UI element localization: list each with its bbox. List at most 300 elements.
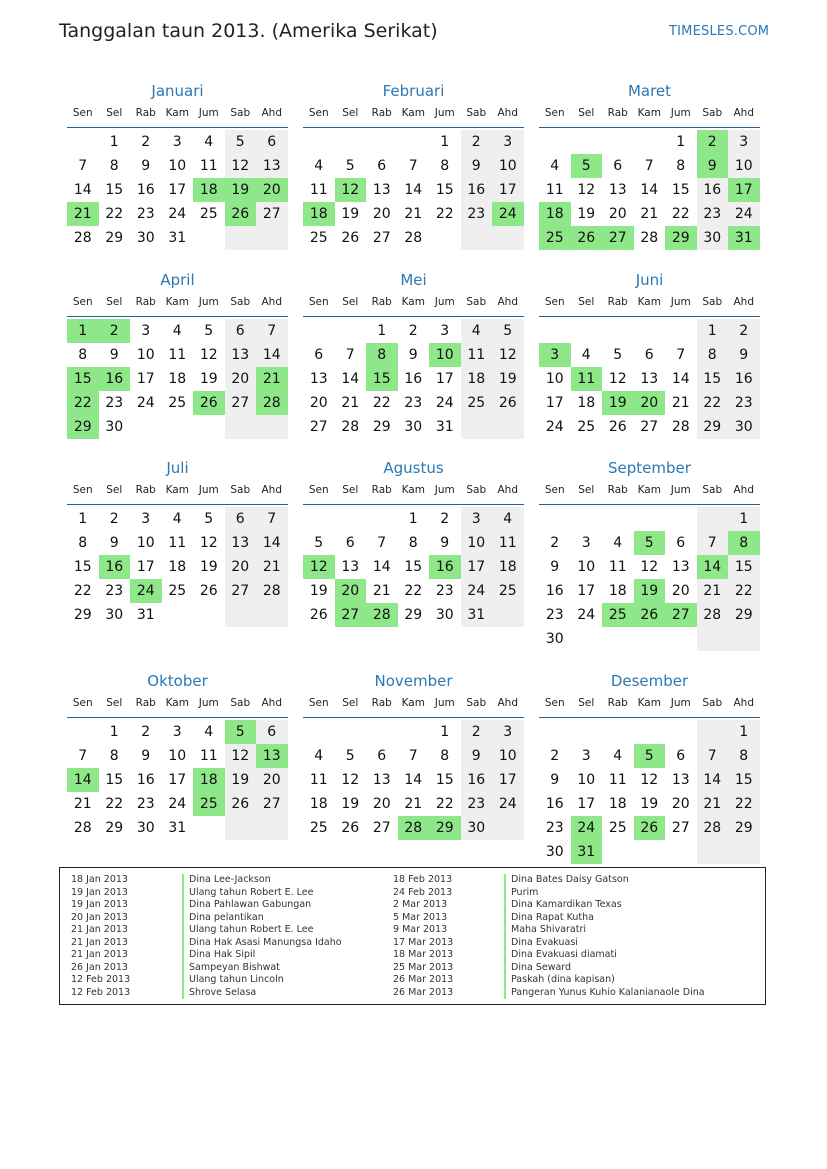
holiday-day-cell[interactable]: 18	[303, 202, 335, 226]
day-cell[interactable]: 16	[461, 768, 493, 792]
day-cell[interactable]: 19	[309, 583, 328, 599]
day-cell[interactable]: 12	[577, 182, 596, 198]
holiday-day-cell[interactable]: 25	[602, 603, 634, 627]
day-cell[interactable]: 17	[492, 178, 524, 202]
day-cell[interactable]: 19	[492, 367, 524, 391]
holiday-day-cell[interactable]: 29	[665, 226, 697, 250]
day-cell[interactable]: 24	[577, 607, 596, 623]
day-cell[interactable]: 4	[204, 724, 214, 740]
day-cell[interactable]: 30	[404, 419, 423, 435]
day-cell[interactable]: 30	[728, 415, 760, 439]
holiday-day-cell[interactable]: 28	[256, 391, 288, 415]
holiday-day-cell[interactable]: 29	[67, 415, 99, 439]
holiday-day-cell[interactable]: 27	[335, 603, 367, 627]
day-cell[interactable]: 30	[697, 226, 729, 250]
day-cell[interactable]: 1	[109, 724, 119, 740]
day-cell[interactable]: 22	[73, 583, 92, 599]
day-cell[interactable]: 2	[109, 511, 119, 527]
day-cell[interactable]: 6	[644, 347, 654, 363]
day-cell[interactable]: 7	[345, 347, 355, 363]
holiday-day-cell[interactable]: 8	[366, 343, 398, 367]
day-cell[interactable]: 13	[372, 182, 391, 198]
day-cell[interactable]: 25	[199, 206, 218, 222]
holiday-day-cell[interactable]: 12	[335, 178, 367, 202]
day-cell[interactable]: 1	[697, 319, 729, 343]
day-cell[interactable]: 6	[256, 130, 288, 154]
holiday-day-cell[interactable]: 31	[571, 840, 603, 864]
day-cell[interactable]: 9	[550, 772, 560, 788]
day-cell[interactable]: 20	[309, 395, 328, 411]
day-cell[interactable]: 8	[440, 158, 450, 174]
day-cell[interactable]: 30	[545, 631, 564, 647]
day-cell[interactable]: 17	[545, 395, 564, 411]
day-cell[interactable]: 19	[341, 206, 360, 222]
holiday-day-cell[interactable]: 21	[256, 367, 288, 391]
holiday-day-cell[interactable]: 3	[539, 343, 571, 367]
day-cell[interactable]: 23	[461, 202, 493, 226]
day-cell[interactable]: 17	[136, 371, 155, 387]
day-cell[interactable]: 31	[461, 603, 493, 627]
day-cell[interactable]: 29	[105, 820, 124, 836]
holiday-day-cell[interactable]: 13	[256, 744, 288, 768]
holiday-day-cell[interactable]: 8	[728, 531, 760, 555]
day-cell[interactable]: 14	[671, 371, 690, 387]
day-cell[interactable]: 12	[199, 347, 218, 363]
day-cell[interactable]: 9	[440, 535, 450, 551]
day-cell[interactable]: 15	[697, 367, 729, 391]
holiday-day-cell[interactable]: 16	[99, 555, 131, 579]
day-cell[interactable]: 22	[697, 391, 729, 415]
holiday-day-cell[interactable]: 20	[335, 579, 367, 603]
holiday-day-cell[interactable]: 15	[67, 367, 99, 391]
day-cell[interactable]: 1	[728, 720, 760, 744]
day-cell[interactable]: 22	[372, 395, 391, 411]
holiday-day-cell[interactable]: 14	[67, 768, 99, 792]
day-cell[interactable]: 20	[225, 555, 257, 579]
day-cell[interactable]: 22	[105, 206, 124, 222]
day-cell[interactable]: 30	[461, 816, 493, 840]
day-cell[interactable]: 15	[728, 768, 760, 792]
day-cell[interactable]: 25	[309, 820, 328, 836]
day-cell[interactable]: 2	[550, 535, 560, 551]
day-cell[interactable]: 3	[461, 507, 493, 531]
day-cell[interactable]: 23	[728, 391, 760, 415]
day-cell[interactable]: 4	[204, 134, 214, 150]
day-cell[interactable]: 18	[168, 371, 187, 387]
day-cell[interactable]: 13	[341, 559, 360, 575]
holiday-day-cell[interactable]: 5	[634, 531, 666, 555]
day-cell[interactable]: 2	[141, 134, 151, 150]
day-cell[interactable]: 10	[492, 744, 524, 768]
day-cell[interactable]: 4	[492, 507, 524, 531]
day-cell[interactable]: 12	[640, 559, 659, 575]
day-cell[interactable]: 2	[728, 319, 760, 343]
day-cell[interactable]: 16	[545, 796, 564, 812]
holiday-day-cell[interactable]: 27	[665, 603, 697, 627]
holiday-day-cell[interactable]: 10	[429, 343, 461, 367]
day-cell[interactable]: 6	[225, 507, 257, 531]
holiday-day-cell[interactable]: 26	[571, 226, 603, 250]
day-cell[interactable]: 24	[728, 202, 760, 226]
day-cell[interactable]: 27	[225, 579, 257, 603]
day-cell[interactable]: 30	[545, 844, 564, 860]
day-cell[interactable]: 23	[545, 607, 564, 623]
holiday-day-cell[interactable]: 18	[193, 178, 225, 202]
day-cell[interactable]: 31	[168, 230, 187, 246]
day-cell[interactable]: 1	[408, 511, 418, 527]
day-cell[interactable]: 30	[105, 419, 124, 435]
day-cell[interactable]: 14	[404, 182, 423, 198]
day-cell[interactable]: 27	[640, 419, 659, 435]
holiday-day-cell[interactable]: 27	[602, 226, 634, 250]
day-cell[interactable]: 29	[728, 816, 760, 840]
day-cell[interactable]: 17	[168, 182, 187, 198]
day-cell[interactable]: 12	[199, 535, 218, 551]
day-cell[interactable]: 10	[136, 347, 155, 363]
day-cell[interactable]: 5	[613, 347, 623, 363]
holiday-day-cell[interactable]: 5	[634, 744, 666, 768]
day-cell[interactable]: 21	[256, 555, 288, 579]
day-cell[interactable]: 26	[341, 230, 360, 246]
holiday-day-cell[interactable]: 17	[728, 178, 760, 202]
day-cell[interactable]: 25	[461, 391, 493, 415]
day-cell[interactable]: 2	[461, 130, 493, 154]
day-cell[interactable]: 11	[545, 182, 564, 198]
day-cell[interactable]: 7	[408, 748, 418, 764]
day-cell[interactable]: 8	[109, 748, 119, 764]
day-cell[interactable]: 14	[256, 343, 288, 367]
holiday-day-cell[interactable]: 5	[571, 154, 603, 178]
day-cell[interactable]: 16	[697, 178, 729, 202]
day-cell[interactable]: 15	[435, 772, 454, 788]
day-cell[interactable]: 30	[136, 230, 155, 246]
day-cell[interactable]: 22	[671, 206, 690, 222]
day-cell[interactable]: 18	[608, 796, 627, 812]
day-cell[interactable]: 17	[577, 583, 596, 599]
day-cell[interactable]: 1	[728, 507, 760, 531]
day-cell[interactable]: 11	[309, 772, 328, 788]
day-cell[interactable]: 2	[461, 720, 493, 744]
day-cell[interactable]: 11	[199, 158, 218, 174]
day-cell[interactable]: 28	[404, 230, 423, 246]
day-cell[interactable]: 16	[136, 182, 155, 198]
day-cell[interactable]: 13	[671, 772, 690, 788]
day-cell[interactable]: 21	[640, 206, 659, 222]
day-cell[interactable]: 8	[728, 744, 760, 768]
day-cell[interactable]: 25	[168, 583, 187, 599]
day-cell[interactable]: 8	[440, 748, 450, 764]
day-cell[interactable]: 13	[225, 531, 257, 555]
holiday-day-cell[interactable]: 26	[634, 816, 666, 840]
day-cell[interactable]: 5	[314, 535, 324, 551]
day-cell[interactable]: 6	[256, 720, 288, 744]
day-cell[interactable]: 2	[440, 511, 450, 527]
day-cell[interactable]: 10	[136, 535, 155, 551]
day-cell[interactable]: 23	[136, 206, 155, 222]
day-cell[interactable]: 8	[408, 535, 418, 551]
day-cell[interactable]: 10	[461, 531, 493, 555]
day-cell[interactable]: 24	[168, 206, 187, 222]
holiday-day-cell[interactable]: 18	[539, 202, 571, 226]
holiday-day-cell[interactable]: 22	[67, 391, 99, 415]
day-cell[interactable]: 1	[109, 134, 119, 150]
holiday-day-cell[interactable]: 25	[539, 226, 571, 250]
holiday-day-cell[interactable]: 16	[99, 367, 131, 391]
holiday-day-cell[interactable]: 31	[728, 226, 760, 250]
day-cell[interactable]: 16	[461, 178, 493, 202]
day-cell[interactable]: 10	[577, 772, 596, 788]
day-cell[interactable]: 7	[697, 744, 729, 768]
day-cell[interactable]: 23	[136, 796, 155, 812]
day-cell[interactable]: 18	[577, 395, 596, 411]
day-cell[interactable]: 2	[408, 323, 418, 339]
day-cell[interactable]: 25	[608, 820, 627, 836]
day-cell[interactable]: 7	[377, 535, 387, 551]
holiday-day-cell[interactable]: 29	[429, 816, 461, 840]
day-cell[interactable]: 17	[168, 772, 187, 788]
day-cell[interactable]: 1	[440, 134, 450, 150]
day-cell[interactable]: 20	[225, 367, 257, 391]
day-cell[interactable]: 21	[671, 395, 690, 411]
day-cell[interactable]: 6	[377, 748, 387, 764]
day-cell[interactable]: 31	[435, 419, 454, 435]
day-cell[interactable]: 22	[105, 796, 124, 812]
day-cell[interactable]: 13	[256, 154, 288, 178]
day-cell[interactable]: 11	[608, 772, 627, 788]
day-cell[interactable]: 24	[492, 792, 524, 816]
day-cell[interactable]: 17	[492, 768, 524, 792]
day-cell[interactable]: 3	[440, 323, 450, 339]
day-cell[interactable]: 3	[172, 134, 182, 150]
day-cell[interactable]: 28	[640, 230, 659, 246]
day-cell[interactable]: 25	[577, 419, 596, 435]
day-cell[interactable]: 12	[492, 343, 524, 367]
day-cell[interactable]: 14	[256, 531, 288, 555]
day-cell[interactable]: 18	[168, 559, 187, 575]
day-cell[interactable]: 19	[225, 768, 257, 792]
holiday-day-cell[interactable]: 9	[697, 154, 729, 178]
day-cell[interactable]: 9	[109, 347, 119, 363]
day-cell[interactable]: 2	[141, 724, 151, 740]
holiday-day-cell[interactable]: 28	[366, 603, 398, 627]
holiday-day-cell[interactable]: 19	[225, 178, 257, 202]
day-cell[interactable]: 9	[461, 744, 493, 768]
day-cell[interactable]: 3	[492, 720, 524, 744]
day-cell[interactable]: 7	[408, 158, 418, 174]
day-cell[interactable]: 24	[461, 579, 493, 603]
day-cell[interactable]: 11	[309, 182, 328, 198]
day-cell[interactable]: 28	[256, 579, 288, 603]
day-cell[interactable]: 26	[608, 419, 627, 435]
day-cell[interactable]: 19	[640, 796, 659, 812]
holiday-day-cell[interactable]: 12	[303, 555, 335, 579]
day-cell[interactable]: 21	[341, 395, 360, 411]
holiday-day-cell[interactable]: 15	[366, 367, 398, 391]
holiday-day-cell[interactable]: 20	[256, 178, 288, 202]
day-cell[interactable]: 27	[225, 391, 257, 415]
holiday-day-cell[interactable]: 11	[571, 367, 603, 391]
day-cell[interactable]: 4	[314, 748, 324, 764]
day-cell[interactable]: 23	[404, 395, 423, 411]
day-cell[interactable]: 9	[408, 347, 418, 363]
day-cell[interactable]: 18	[461, 367, 493, 391]
day-cell[interactable]: 8	[78, 347, 88, 363]
day-cell[interactable]: 9	[728, 343, 760, 367]
day-cell[interactable]: 25	[492, 579, 524, 603]
day-cell[interactable]: 19	[199, 371, 218, 387]
day-cell[interactable]: 23	[105, 395, 124, 411]
day-cell[interactable]: 27	[372, 820, 391, 836]
day-cell[interactable]: 2	[550, 748, 560, 764]
holiday-day-cell[interactable]: 5	[225, 720, 257, 744]
day-cell[interactable]: 9	[461, 154, 493, 178]
day-cell[interactable]: 7	[697, 531, 729, 555]
holiday-day-cell[interactable]: 19	[602, 391, 634, 415]
day-cell[interactable]: 22	[728, 579, 760, 603]
day-cell[interactable]: 23	[697, 202, 729, 226]
day-cell[interactable]: 5	[204, 323, 214, 339]
day-cell[interactable]: 14	[372, 559, 391, 575]
day-cell[interactable]: 27	[372, 230, 391, 246]
day-cell[interactable]: 20	[372, 796, 391, 812]
day-cell[interactable]: 4	[172, 323, 182, 339]
day-cell[interactable]: 1	[676, 134, 686, 150]
day-cell[interactable]: 29	[728, 603, 760, 627]
day-cell[interactable]: 7	[78, 158, 88, 174]
day-cell[interactable]: 8	[676, 158, 686, 174]
day-cell[interactable]: 10	[492, 154, 524, 178]
day-cell[interactable]: 25	[309, 230, 328, 246]
day-cell[interactable]: 27	[256, 202, 288, 226]
day-cell[interactable]: 4	[613, 535, 623, 551]
day-cell[interactable]: 17	[461, 555, 493, 579]
day-cell[interactable]: 4	[613, 748, 623, 764]
day-cell[interactable]: 15	[73, 559, 92, 575]
day-cell[interactable]: 17	[577, 796, 596, 812]
holiday-day-cell[interactable]: 25	[193, 792, 225, 816]
day-cell[interactable]: 13	[640, 371, 659, 387]
day-cell[interactable]: 11	[168, 347, 187, 363]
day-cell[interactable]: 28	[697, 603, 729, 627]
day-cell[interactable]: 16	[136, 772, 155, 788]
day-cell[interactable]: 24	[545, 419, 564, 435]
day-cell[interactable]: 13	[372, 772, 391, 788]
day-cell[interactable]: 10	[168, 158, 187, 174]
day-cell[interactable]: 15	[671, 182, 690, 198]
holiday-day-cell[interactable]: 19	[634, 579, 666, 603]
day-cell[interactable]: 1	[377, 323, 387, 339]
day-cell[interactable]: 5	[492, 319, 524, 343]
day-cell[interactable]: 4	[172, 511, 182, 527]
day-cell[interactable]: 4	[314, 158, 324, 174]
holiday-day-cell[interactable]: 28	[398, 816, 430, 840]
holiday-day-cell[interactable]: 1	[67, 319, 99, 343]
holiday-day-cell[interactable]: 20	[634, 391, 666, 415]
day-cell[interactable]: 28	[73, 230, 92, 246]
day-cell[interactable]: 19	[199, 559, 218, 575]
holiday-day-cell[interactable]: 2	[697, 130, 729, 154]
holiday-day-cell[interactable]: 2	[99, 319, 131, 343]
day-cell[interactable]: 21	[73, 796, 92, 812]
holiday-day-cell[interactable]: 26	[225, 202, 257, 226]
holiday-day-cell[interactable]: 14	[697, 555, 729, 579]
day-cell[interactable]: 26	[199, 583, 218, 599]
day-cell[interactable]: 18	[492, 555, 524, 579]
day-cell[interactable]: 3	[581, 748, 591, 764]
day-cell[interactable]: 3	[141, 511, 151, 527]
day-cell[interactable]: 10	[168, 748, 187, 764]
day-cell[interactable]: 11	[608, 559, 627, 575]
day-cell[interactable]: 14	[404, 772, 423, 788]
day-cell[interactable]: 28	[73, 820, 92, 836]
day-cell[interactable]: 6	[225, 319, 257, 343]
holiday-day-cell[interactable]: 24	[130, 579, 162, 603]
day-cell[interactable]: 10	[728, 154, 760, 178]
day-cell[interactable]: 12	[608, 371, 627, 387]
day-cell[interactable]: 22	[435, 796, 454, 812]
day-cell[interactable]: 31	[136, 607, 155, 623]
holiday-day-cell[interactable]: 26	[634, 603, 666, 627]
day-cell[interactable]: 13	[671, 559, 690, 575]
day-cell[interactable]: 6	[676, 535, 686, 551]
day-cell[interactable]: 11	[168, 535, 187, 551]
day-cell[interactable]: 3	[492, 130, 524, 154]
day-cell[interactable]: 7	[78, 748, 88, 764]
holiday-day-cell[interactable]: 26	[193, 391, 225, 415]
day-cell[interactable]: 15	[105, 182, 124, 198]
day-cell[interactable]: 20	[256, 768, 288, 792]
day-cell[interactable]: 22	[435, 206, 454, 222]
day-cell[interactable]: 22	[728, 792, 760, 816]
day-cell[interactable]: 8	[109, 158, 119, 174]
day-cell[interactable]: 14	[640, 182, 659, 198]
day-cell[interactable]: 28	[671, 419, 690, 435]
day-cell[interactable]: 20	[671, 796, 690, 812]
day-cell[interactable]: 24	[168, 796, 187, 812]
day-cell[interactable]: 29	[73, 607, 92, 623]
day-cell[interactable]: 20	[671, 583, 690, 599]
holiday-day-cell[interactable]: 24	[571, 816, 603, 840]
day-cell[interactable]: 27	[671, 820, 690, 836]
day-cell[interactable]: 23	[435, 583, 454, 599]
day-cell[interactable]: 30	[105, 607, 124, 623]
day-cell[interactable]: 17	[136, 559, 155, 575]
day-cell[interactable]: 16	[545, 583, 564, 599]
day-cell[interactable]: 10	[577, 559, 596, 575]
day-cell[interactable]: 21	[404, 796, 423, 812]
day-cell[interactable]: 13	[608, 182, 627, 198]
day-cell[interactable]: 15	[728, 555, 760, 579]
day-cell[interactable]: 13	[309, 371, 328, 387]
day-cell[interactable]: 15	[435, 182, 454, 198]
day-cell[interactable]: 27	[256, 792, 288, 816]
day-cell[interactable]: 21	[697, 792, 729, 816]
day-cell[interactable]: 9	[109, 535, 119, 551]
day-cell[interactable]: 3	[172, 724, 182, 740]
day-cell[interactable]: 26	[492, 391, 524, 415]
day-cell[interactable]: 28	[341, 419, 360, 435]
day-cell[interactable]: 29	[697, 415, 729, 439]
brand-link[interactable]: TIMESLES.COM	[669, 24, 770, 39]
day-cell[interactable]: 7	[676, 347, 686, 363]
day-cell[interactable]: 3	[141, 323, 151, 339]
day-cell[interactable]: 3	[581, 535, 591, 551]
day-cell[interactable]: 9	[141, 158, 151, 174]
day-cell[interactable]: 29	[372, 419, 391, 435]
day-cell[interactable]: 6	[345, 535, 355, 551]
day-cell[interactable]: 8	[78, 535, 88, 551]
day-cell[interactable]: 15	[105, 772, 124, 788]
